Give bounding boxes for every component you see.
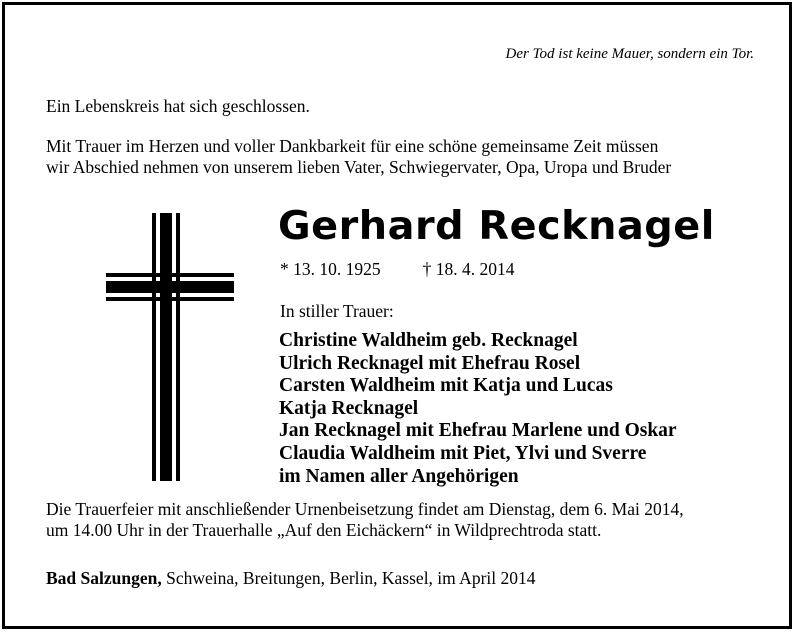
- mourners-list: [279, 330, 677, 488]
- intro-line: Ein Lebenskreis hat sich geschlossen.: [46, 96, 310, 116]
- intro-paragraph-line-1: Mit Trauer im Herzen und voller Dankbarkeit für eine schöne gemeinsame Zeit müssen: [46, 136, 659, 156]
- birth-date: * 13. 10. 1925: [280, 259, 381, 279]
- life-dates: [280, 259, 515, 280]
- funeral-line-1: Die Trauerfeier mit anschließender Urnenbeisetzung findet am Dienstag, dem 6. Mai 2014,: [46, 499, 684, 519]
- mourner-entry: Christine Waldheim geb. Recknagel: [279, 330, 578, 351]
- cross-icon: [106, 213, 234, 481]
- mourner-entry: im Namen aller Angehörigen: [279, 465, 519, 487]
- funeral-line-2: um 14.00 Uhr in der Trauerhalle „Auf den Eichäckern“ in Wildprechtroda statt.: [46, 520, 602, 540]
- funeral-details: [46, 499, 684, 541]
- intro-paragraph: [46, 136, 766, 178]
- place-town: Bad Salzungen,: [46, 568, 162, 588]
- intro-paragraph-line-2: wir Abschied nehmen von unserem lieben Vater, Schwiegervater, Opa, Uropa und Bruder: [46, 157, 672, 177]
- place-and-date: [46, 568, 536, 589]
- place-rest: Schweina, Breitungen, Berlin, Kassel, im April 2014: [161, 568, 536, 588]
- mourning-label: In stiller Trauer:: [280, 301, 394, 321]
- mourner-entry: Ulrich Recknagel mit Ehefrau Rosel: [279, 352, 581, 374]
- mourner-entry: Claudia Waldheim mit Piet, Ylvi und Sverre: [279, 442, 647, 464]
- mourner-entry: Carsten Waldheim mit Katja und Lucas: [279, 375, 613, 397]
- epigraph-quote: Der Tod ist keine Mauer, sondern ein Tor.: [505, 46, 754, 62]
- mourner-entry: Katja Recknagel: [279, 397, 419, 419]
- death-date: † 18. 4. 2014: [422, 259, 515, 279]
- mourner-entry: Jan Recknagel mit Ehefrau Marlene und Oskar: [279, 420, 677, 442]
- deceased-name: Gerhard Recknagel: [278, 204, 715, 249]
